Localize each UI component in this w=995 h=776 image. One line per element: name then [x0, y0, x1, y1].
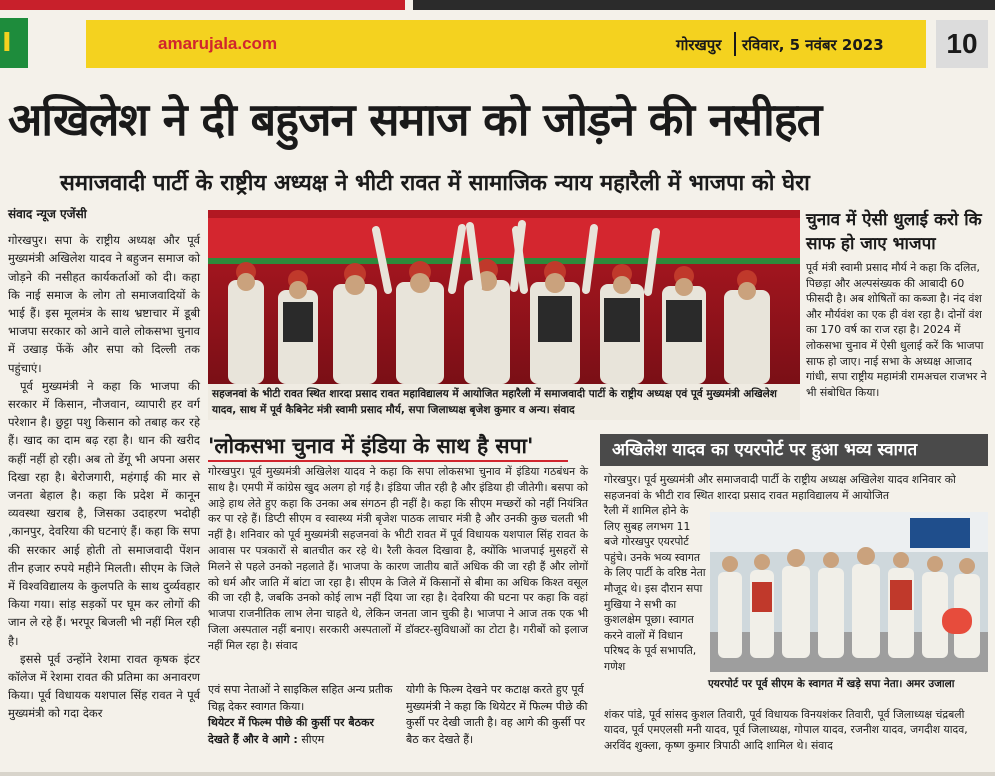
middle-story-body: गोरखपुर। पूर्व मुख्यमंत्री अखिलेश यादव ने कहा कि सपा लोकसभा चुनाव में इंडिया गठबंधन के साथ है। एमपी में कांग्रेस खुद अलग हो गई है। इंडिया जीत रही है और इंडिया ही जीतेगी। बसपा को आड़े हाथ लेते हुए कहा कि उनका अब संगठन ही नहीं है। कहा कि सीएम मच्छरों को नहीं नियंत्रित कर पा रहे हैं। डिप्टी सीएम व स्वास्थ्य मंत्री बृजेश पाठक लाचार मंत्री है और उनकी कुछ चलती भी नहीं है। शनिवार को पूर्व मुख्यमंत्री सहजनवां के भीटी रावत में पूर्व विधायक यशपाल सिंह रावत के आवास पर पत्रकारों से बातचीत कर रहे थे। रैली केवल दिखावा है, क्योंकि भाजपाई मुसहरों से मिलने से पहले उनको नहलाते हैं। भाजपा के कारण जातीय बातें अधिक की जा रही हैं और लोगों को धर्म और जाति में बांटा जा रहा है। सीएम के जिले में किसानों से बीमा का अधिक किश्त वसूल की जा रही है, जबकि उनको कोई लाभ नहीं दिया जा रहा है। देवरिया की घटना पर कहा कि वहां भाजपा राजनीतिक लाभ लेना चाहते थे, लेकिन जनता जान चुकी है। भाजपा ने आज तक एक भी जिला अस्पताल नहीं बनाए। सरकारी अस्पतालों में डॉक्टर-सुविधाओं का टोटा है। गरीबों को इलाज नहीं मिल रहा है। संवाद	[208, 465, 588, 652]
rally-photo-illustration	[208, 210, 800, 384]
right-column-body: पूर्व मंत्री स्वामी प्रसाद मौर्य ने कहा कि दलित, पिछड़ा और अल्पसंख्यक की आबादी 60 फीसदी है। अब शोषितों का कब्जा है। नंद वंश और मौर्यवंश का एक ही वंश रहा है। दोनों वंश का 170 वर्ष का राज रहा है। 2024 में लोकसभा चुनाव में ऐसी धुलाई करें कि भाजपा साफ हो जाए। नाई सभा के अध्यक्ष आजाद गांधी, सपा राष्ट्रीय महामंत्री रामअचल राजभर ने भी संबोधित किया।	[806, 261, 987, 399]
byline: संवाद न्यूज एजेंसी	[8, 207, 87, 221]
right-column-heading: चुनाव में ऐसी धुलाई करो कि साफ हो जाए भाजपा	[806, 210, 982, 254]
airport-story-tail: शंकर पांडे, पूर्व सांसद कुशल तिवारी, पूर्व विधायक विनयशंकर तिवारी, पूर्व जिलाध्यक्ष चंद्रबली यादव, पूर्व एमएलसी मनी यादव, पूर्व जिलाध्यक्ष, गोपाल यादव, रजनीश यादव, जगदीश यादव, अरविंद शुक्ला, कृष्ण कुमार त्रिपाठी आदि शामिल थे। संवाद	[604, 708, 968, 752]
airport-photo-illustration	[710, 512, 988, 672]
masthead-edge-mark: I	[0, 18, 28, 68]
airport-photo-caption: एयरपोर्ट पर पूर्व सीएम के स्वागत में खड़े सपा नेता। अमर उजाला	[708, 678, 955, 690]
top-color-strip	[0, 0, 995, 10]
left-paragraph-3: इससे पूर्व उन्होंने रेशमा रावत कृषक इंटर कॉलेज में रेशमा रावत की प्रतिमा का अनावरण किया। पूर्व विधायक यशपाल सिंह रावत ने पूर्व मुख्यमंत्री को गदा देकर	[8, 651, 200, 721]
middle-story-heading: 'लोकसभा चुनाव में इंडिया के साथ है सपा'	[208, 434, 534, 458]
middle-heading-underline	[208, 460, 568, 462]
masthead	[0, 18, 995, 72]
airport-story-side-text: रैली में शामिल होने के लिए सुबह लगभग 11 बजे गोरखपुर एयरपोर्ट पहुंचे। उनके भव्य स्वागत के लिए पार्टी के वरिष्ठ नेता मौजूद थे। इस दौरान सपा मुखिया ने सभी का कुशलक्षेम पूछा। स्वागत करने वालों में विधान परिषद के पूर्व सभापति, गणेश	[604, 504, 706, 673]
airport-story-heading: अखिलेश यादव का एयरपोर्ट पर हुआ भव्य स्वागत	[600, 434, 988, 466]
page-bottom-rule	[0, 772, 995, 776]
edition-date: रविवार, 5 नवंबर 2023	[742, 36, 884, 54]
top-strip-gap	[405, 0, 413, 10]
left-paragraph-2: पूर्व मुख्यमंत्री ने कहा कि भाजपा की सरकार में किसान, नौजवान, व्यापारी हर वर्ग परेशान है। छुट्टा पशु किसान को तबाह कर रहे हैं। खाद का दाम बढ़ रहा है। धान की खरीद कहीं नहीं हो रही। अब तो डेंगू भी अपना असर दिखा रहा है। बेरोजगारी, महंगाई की मार से जनता बेहाल है। कहा कि प्रदेश में कानून व्यवस्था खराब है, जिसका उदाहरण भदोही ,कानपुर, देवरिया की घटनाएं हैं। कहा कि सपा की सरकार आई होती तो समाजवादी पेंशन तीन हजार रुपये महीने मिलती। सीएम के जिले में विश्वविद्यालय के कुलपति के साथ दुर्व्यवहार किया गया। सांड़ सड़कों पर घूम कर लोगों की जान ले रहे हैं। भरपूर बिजली भी नहीं मिल रही है।	[8, 378, 200, 648]
edition-city: गोरखपुर	[676, 36, 722, 54]
sub-headline: समाजवादी पार्टी के राष्ट्रीय अध्यक्ष ने भीटी रावत में सामाजिक न्याय महारैली में भाजपा को घेरा	[60, 171, 810, 196]
airport-story-lead: गोरखपुर। पूर्व मुख्यमंत्री और समाजवादी पार्टी के राष्ट्रीय अध्यक्ष अखिलेश यादव शनिवार को सहजनवां के भीटी राव स्थित शारदा प्रसाद रावत महाविद्यालय में आयोजित	[604, 473, 956, 502]
page-number: 10	[936, 20, 988, 68]
right-column	[806, 208, 988, 400]
bottom-column-2: योगी के फिल्म देखने पर कटाक्ष करते हुए पूर्व मुख्यमंत्री ने कहा कि थियेटर में फिल्म पीछे की कुर्सी पर देखी जाती है। वह आगे की कुर्सी पर बैठ कर देखते हैं।	[406, 683, 588, 746]
left-column	[8, 205, 200, 723]
bottom-col1-subhead: थियेटर में फिल्म पीछे की कुर्सी पर बैठकर देखते हैं और वे आगे :	[208, 716, 374, 746]
masthead-band	[86, 20, 926, 68]
rally-photo	[208, 210, 800, 384]
rally-photo-caption: सहजनवां के भीटी रावत स्थित शारदा प्रसाद रावत महाविद्यालय में आयोजित महारैली में समाजवादी पार्टी के राष्ट्रीय अध्यक्ष एवं पूर्व मुख्यमंत्री अखिलेश यादव, साथ में पूर्व कैबिनेट मंत्री स्वामी प्रसाद मौर्य, सपा जिलाध्यक्ष बृजेश कुमार व अन्य। संवाद	[208, 384, 800, 420]
airport-photo	[710, 512, 988, 672]
main-headline: अखिलेश ने दी बहुजन समाज को जोड़ने की नसीहत	[8, 93, 822, 146]
bottom-col1-text: एवं सपा नेताओं ने साइकिल सहित अन्य प्रतीक चिह्न देकर स्वागत किया।	[208, 683, 393, 713]
bottom-column-1	[208, 682, 396, 748]
masthead-separator	[734, 32, 736, 56]
top-strip-red	[0, 0, 405, 10]
site-logo[interactable]: amarujala.com	[158, 34, 278, 53]
left-paragraph-1: गोरखपुर। सपा के राष्ट्रीय अध्यक्ष और पूर्व मुख्यमंत्री अखिलेश यादव ने बहुजन समाज को जोड़ने की नसीहत कार्यकर्ताओं को दी। कहा कि नाई समाज के लोग तो समाजवादियों के भाई हैं। इस मूलमंत्र के साथ भ्रष्टाचार में डूबी भाजपा सरकार को आने वाले लोकसभा चुनाव में उखाड़ फेंकें और सपा को दिल्ली तक पहुंचाएं।	[8, 233, 200, 375]
bottom-col1-tail: सीएम	[301, 732, 325, 746]
